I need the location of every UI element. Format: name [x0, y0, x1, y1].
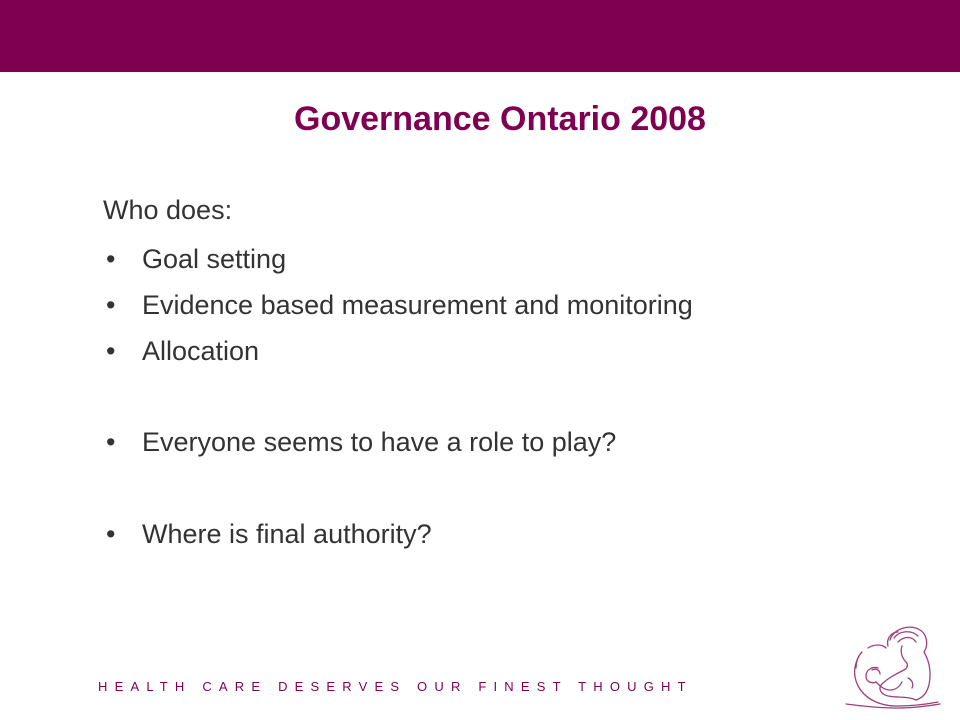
mother-and-child-logo-icon: [838, 618, 942, 710]
bullet-text: Evidence based measurement and monitoring: [142, 290, 693, 320]
bullet-text: Goal setting: [142, 244, 287, 274]
bullet-text: Allocation: [142, 336, 260, 366]
bullet-marker: •: [106, 427, 116, 457]
bullet-text: Where is final authority?: [142, 519, 432, 549]
intro-text: Who does:: [103, 195, 233, 225]
bullet-text: Everyone seems to have a role to play?: [142, 427, 617, 457]
bullet-marker: •: [106, 290, 116, 320]
footer-tagline: HEALTH CARE DESERVES OUR FINEST THOUGHT: [98, 679, 693, 694]
bullet-marker: •: [106, 519, 116, 549]
header-band: [0, 0, 960, 72]
bullet-marker: •: [106, 244, 116, 274]
bullet-marker: •: [106, 336, 116, 366]
slide-title: Governance Ontario 2008: [294, 100, 706, 138]
